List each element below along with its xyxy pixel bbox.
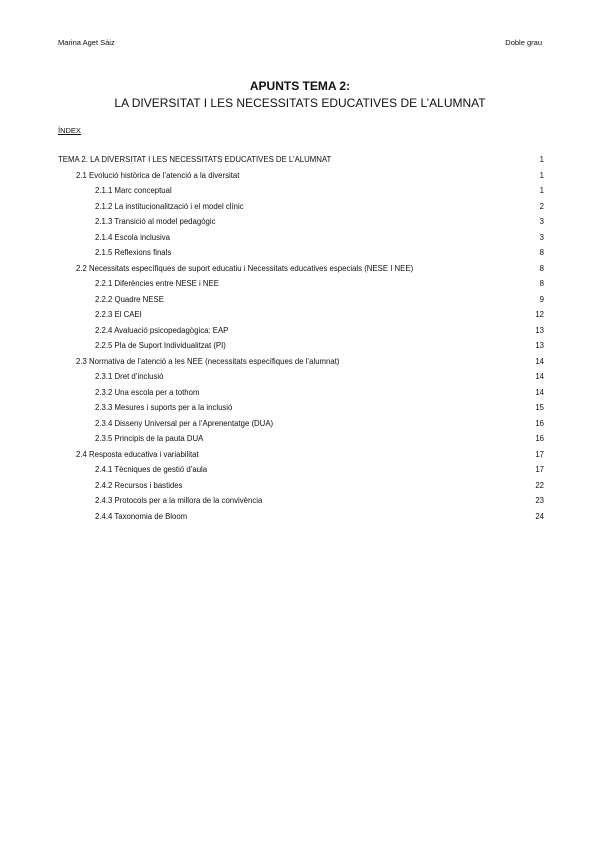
toc-entry-label: 2.1 Evolució històrica de l’atenció a la diversitat bbox=[76, 170, 240, 180]
toc-entry-label: 2.2.1 Diferències entre NESE i NEE bbox=[95, 279, 219, 288]
toc-entry[interactable] bbox=[58, 447, 544, 463]
toc-entry-label: 2.3.3 Mesures i suports per a la inclusió bbox=[95, 403, 233, 412]
toc-entry-page: 8 bbox=[539, 248, 544, 257]
toc-entry[interactable] bbox=[58, 261, 544, 277]
toc-entry-label: 2.3.4 Disseny Universal per a l’Aprenentatge (DUA) bbox=[95, 418, 274, 428]
toc-entry-label: 2.4.3 Protocols per a la millora de la convivència bbox=[95, 496, 263, 505]
toc-entry[interactable] bbox=[58, 183, 544, 199]
toc-entry[interactable] bbox=[58, 478, 544, 494]
toc-entry[interactable] bbox=[58, 152, 544, 168]
toc-entry-page: 1 bbox=[539, 155, 544, 164]
toc-entry[interactable] bbox=[58, 509, 544, 525]
toc-entry[interactable] bbox=[58, 199, 544, 215]
toc-entry-page: 1 bbox=[539, 186, 544, 195]
toc-entry-page: 22 bbox=[535, 480, 544, 490]
toc-entry-label: 2.1.1 Marc conceptual bbox=[95, 186, 172, 195]
toc-entry-page: 3 bbox=[539, 217, 544, 226]
toc-entry-label: 2.4 Resposta educativa i variabilitat bbox=[76, 449, 199, 459]
toc-entry[interactable] bbox=[58, 385, 544, 401]
toc-entry-label: 2.2.4 Avaluació psicopedagògica: EAP bbox=[95, 325, 229, 335]
toc-entry-page: 12 bbox=[535, 310, 544, 319]
toc-entry-page: 14 bbox=[535, 356, 544, 366]
toc-entry[interactable] bbox=[58, 230, 544, 246]
header-author: Marina Aget Sáiz bbox=[58, 38, 115, 47]
toc-entry[interactable] bbox=[58, 431, 544, 447]
toc-entry[interactable] bbox=[58, 323, 544, 339]
toc-entry-page: 16 bbox=[535, 418, 544, 428]
toc-entry-page: 17 bbox=[535, 449, 544, 459]
toc-entry-label: 2.4.4 Taxonomia de Bloom bbox=[95, 511, 188, 521]
toc-entry-label: 2.4.1 Tècniques de gestió d’aula bbox=[95, 465, 208, 474]
toc-entry[interactable] bbox=[58, 307, 544, 323]
toc-entry-page: 9 bbox=[539, 294, 544, 304]
toc-entry-label: 2.4.2 Recursos i bastides bbox=[95, 480, 183, 490]
toc-entry-page: 13 bbox=[535, 325, 544, 335]
toc-entry[interactable] bbox=[58, 338, 544, 354]
toc-entry[interactable] bbox=[58, 462, 544, 478]
toc-entry-label: TEMA 2. LA DIVERSITAT I LES NECESSITATS EDUCATIVES DE L’ALUMNAT bbox=[58, 155, 332, 164]
toc-entry[interactable] bbox=[58, 276, 544, 292]
toc-entry-page: 1 bbox=[539, 170, 544, 180]
toc-entry-label: 2.1.4 Escola inclusiva bbox=[95, 232, 170, 242]
toc-entry[interactable] bbox=[58, 493, 544, 509]
toc-entry[interactable] bbox=[58, 292, 544, 308]
toc-entry-page: 13 bbox=[535, 341, 544, 350]
toc-entry-page: 16 bbox=[535, 434, 544, 443]
document-subtitle: LA DIVERSITAT I LES NECESSITATS EDUCATIVES DE L’ALUMNAT bbox=[114, 96, 486, 110]
toc-entry-page: 14 bbox=[535, 372, 544, 381]
toc-entry[interactable] bbox=[58, 416, 544, 432]
toc-entry[interactable] bbox=[58, 245, 544, 261]
toc-entry-label: 2.3.2 Una escola per a tothom bbox=[95, 387, 200, 397]
toc-entry-label: 2.2 Necessitats específiques de suport educatiu i Necessitats educatives especials (NESE I NEE) bbox=[76, 263, 414, 273]
index-heading: ÍNDEX bbox=[58, 126, 81, 135]
toc-entry-page: 17 bbox=[535, 465, 544, 474]
toc-entry[interactable] bbox=[58, 354, 544, 370]
toc-entry-label: 2.1.5 Reflexions finals bbox=[95, 248, 172, 257]
toc-entry[interactable] bbox=[58, 400, 544, 416]
toc-entry-page: 8 bbox=[539, 263, 544, 273]
table-of-contents bbox=[58, 152, 544, 524]
toc-entry-label: 2.2.3 El CAEI bbox=[95, 310, 142, 319]
toc-entry-label: 2.2.5 Pla de Suport Individualitzat (PI) bbox=[95, 341, 226, 350]
toc-entry-label: 2.2.2 Quadre NESE bbox=[95, 294, 164, 304]
toc-entry-page: 2 bbox=[539, 201, 544, 211]
toc-entry-page: 8 bbox=[539, 279, 544, 288]
toc-entry-page: 23 bbox=[535, 496, 544, 505]
toc-entry-label: 2.3.1 Dret d’inclusió bbox=[95, 372, 164, 381]
document-title: APUNTS TEMA 2: bbox=[249, 79, 351, 93]
toc-entry-page: 3 bbox=[539, 232, 544, 242]
toc-entry[interactable] bbox=[58, 369, 544, 385]
toc-entry[interactable] bbox=[58, 214, 544, 230]
toc-entry-label: 2.3 Normativa de l’atenció a les NEE (necessitats específiques de l’alumnat) bbox=[76, 356, 340, 366]
toc-entry-page: 24 bbox=[535, 511, 544, 521]
toc-entry-label: 2.1.2 La institucionalització i el model clínic bbox=[95, 201, 244, 211]
toc-entry-page: 15 bbox=[535, 403, 544, 412]
toc-entry-page: 14 bbox=[535, 387, 544, 397]
toc-entry-label: 2.1.3 Transició al model pedagògic bbox=[95, 217, 216, 226]
header-course: Doble grau bbox=[505, 38, 542, 47]
toc-entry-label: 2.3.5 Principis de la pauta DUA bbox=[95, 434, 204, 443]
toc-entry[interactable] bbox=[58, 168, 544, 184]
